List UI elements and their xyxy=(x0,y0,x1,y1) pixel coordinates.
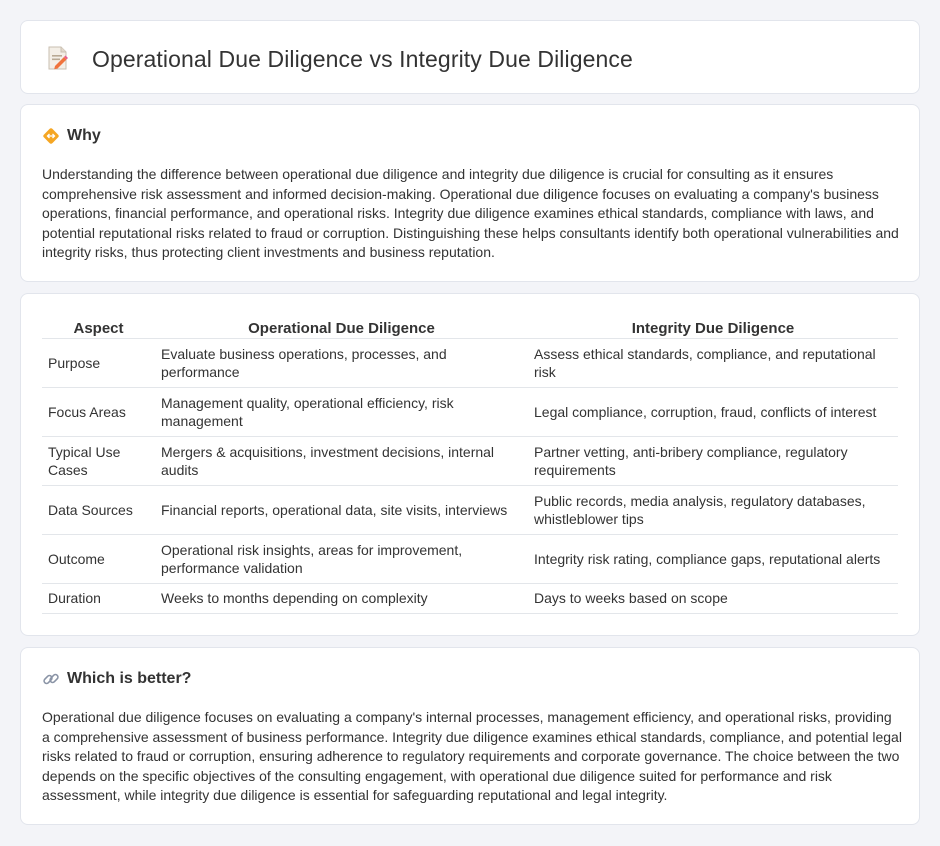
page-title: Operational Due Diligence vs Integrity Due Diligence xyxy=(92,46,633,72)
header-operational: Operational Due Diligence xyxy=(155,315,528,338)
row-operational: Management quality, operational efficiency, risk management xyxy=(155,387,528,436)
table-row xyxy=(42,485,898,534)
row-operational: Weeks to months depending on complexity xyxy=(155,583,528,613)
table-row xyxy=(42,387,898,436)
better-heading-row xyxy=(42,670,191,688)
header-integrity: Integrity Due Diligence xyxy=(528,315,898,338)
row-aspect: Focus Areas xyxy=(42,387,155,436)
why-heading-row xyxy=(42,127,101,145)
row-aspect: Purpose xyxy=(42,338,155,387)
row-operational: Financial reports, operational data, site visits, interviews xyxy=(155,485,528,534)
comparison-table xyxy=(42,315,898,614)
row-aspect: Outcome xyxy=(42,534,155,583)
why-paragraph: Understanding the difference between operational due diligence and integrity due diligence is crucial for consulting as it ensures comprehensive risk assessment and informed decision-making. Operational due diligence focuses on evaluating a company's business operations, financial performance, and operational risks. Integrity due diligence examines ethical standards, compliance with laws, and potential reputational risks related to fraud or corruption. Distinguishing these helps consultants identify both operational vulnerabilities and integrity risks, thus protecting client investments and business reputation. xyxy=(42,166,899,261)
row-operational: Mergers & acquisitions, investment decisions, internal audits xyxy=(155,436,528,485)
document-pencil-icon xyxy=(46,45,70,71)
row-operational: Evaluate business operations, processes, and performance xyxy=(155,338,528,387)
better-heading: Which is better? xyxy=(67,670,192,687)
row-integrity: Days to weeks based on scope xyxy=(528,583,898,613)
row-integrity: Integrity risk rating, compliance gaps, reputational alerts xyxy=(528,534,898,583)
table-row xyxy=(42,338,898,387)
table-header-row xyxy=(42,315,898,338)
better-paragraph: Operational due diligence focuses on evaluating a company's internal processes, management efficiency, and operational risks, providing a comprehensive assessment of business performance. Integrity due diligence examines ethical standards, compliance, and potential legal risks related to fraud or corruption, ensuring adherence to regulatory requirements and corporate governance. The choice between the two depends on the specific objectives of the consulting engagement, with operational due diligence suited for performance and risk assessment, while integrity due diligence is essential for safeguarding reputational and legal integrity. xyxy=(42,709,902,804)
row-aspect: Duration xyxy=(42,583,155,613)
header-aspect: Aspect xyxy=(42,315,155,338)
row-integrity: Partner vetting, anti-bribery compliance, regulatory requirements xyxy=(528,436,898,485)
row-integrity: Assess ethical standards, compliance, and reputational risk xyxy=(528,338,898,387)
row-integrity: Public records, media analysis, regulatory databases, whistleblower tips xyxy=(528,485,898,534)
row-aspect: Data Sources xyxy=(42,485,155,534)
link-icon xyxy=(42,670,60,688)
why-heading: Why xyxy=(67,127,101,144)
table-row xyxy=(42,436,898,485)
table-row xyxy=(42,534,898,583)
diamond-arrows-icon xyxy=(42,127,60,145)
row-aspect: Typical Use Cases xyxy=(42,436,155,485)
row-operational: Operational risk insights, areas for improvement, performance validation xyxy=(155,534,528,583)
row-integrity: Legal compliance, corruption, fraud, conflicts of interest xyxy=(528,387,898,436)
table-row xyxy=(42,583,898,613)
